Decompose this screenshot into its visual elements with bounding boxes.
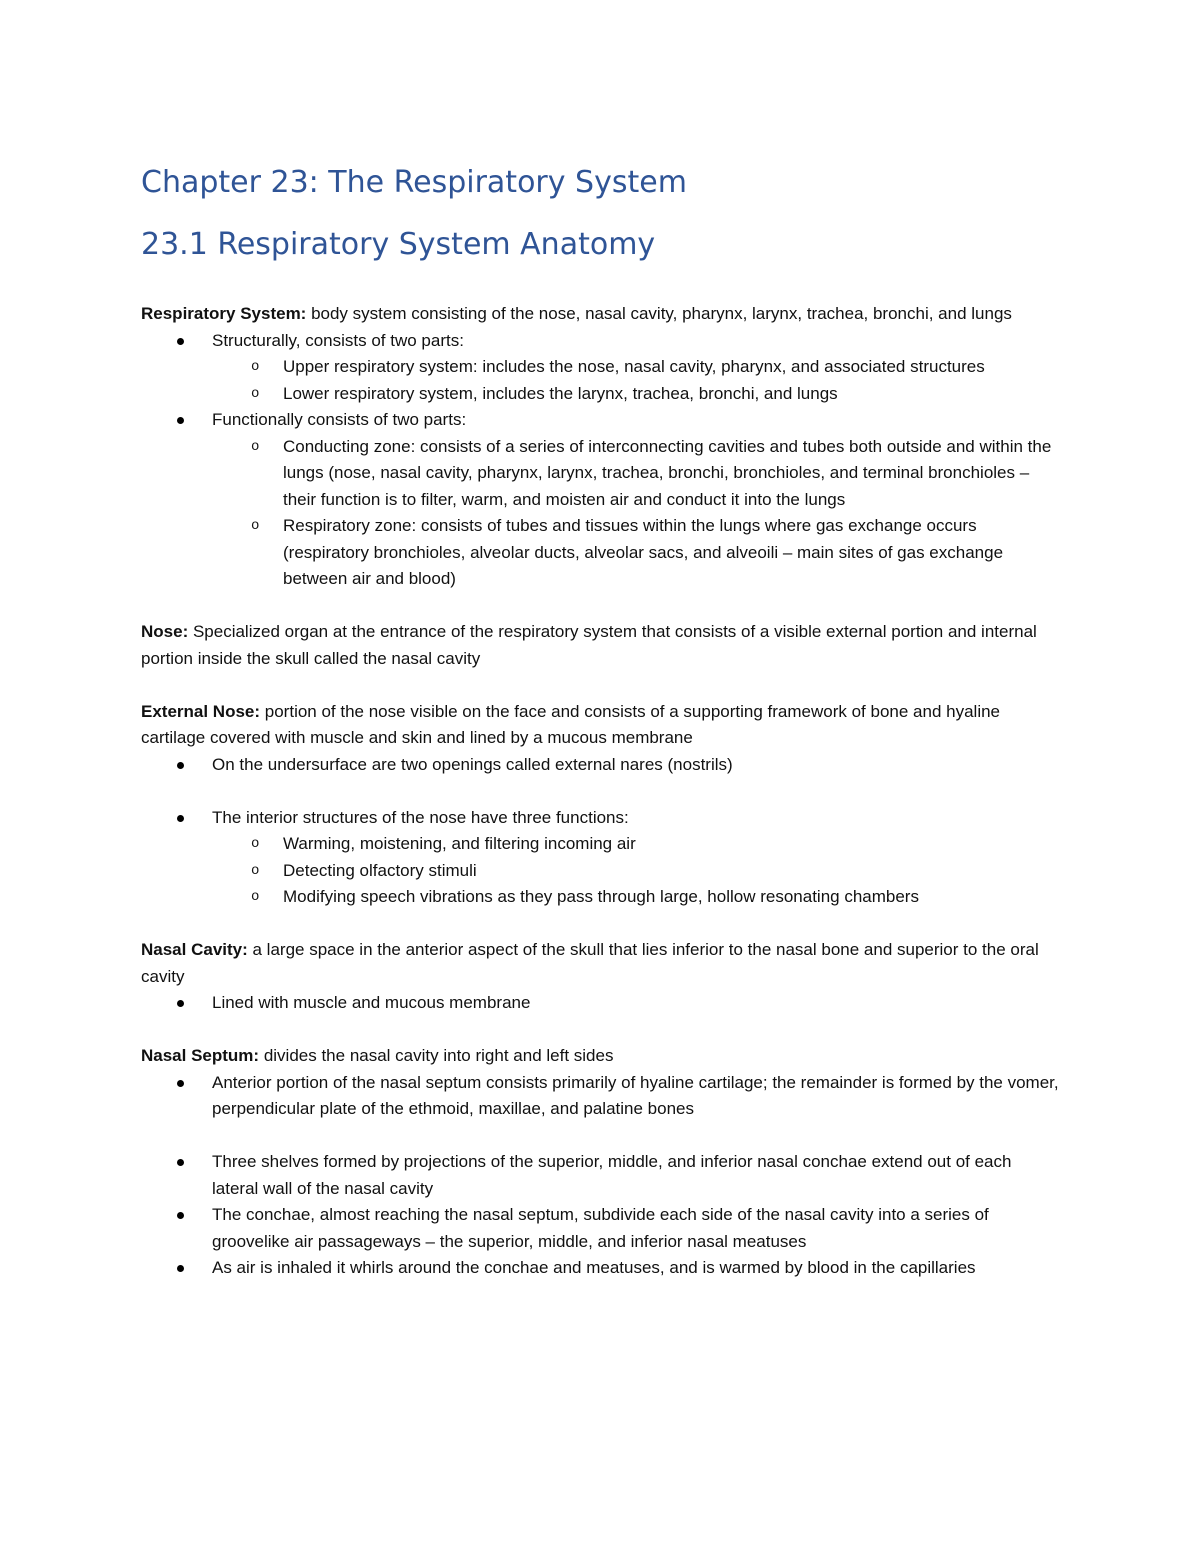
bullet-item: Three shelves formed by projections of the superior, middle, and inferior nasal conchae extend out of each lateral wall of the nasal cavity	[141, 1149, 1061, 1202]
section-nose	[141, 619, 1061, 672]
bullet-list	[141, 752, 1061, 911]
document-page	[141, 158, 1061, 1282]
sub-bullet-item: o Detecting olfactory stimuli	[141, 858, 1061, 885]
bullet-list	[141, 1070, 1061, 1282]
section-nasal-septum	[141, 1043, 1061, 1282]
bullet-item: Functionally consists of two parts:	[141, 407, 1061, 434]
section-nasal-cavity	[141, 937, 1061, 1017]
definition-text: body system consisting of the nose, nasal cavity, pharynx, larynx, trachea, bronchi, and lungs	[306, 304, 1012, 323]
bullet-item: Anterior portion of the nasal septum consists primarily of hyaline cartilage; the remainder is formed by the vomer, perpendicular plate of the ethmoid, maxillae, and palatine bones	[141, 1070, 1061, 1123]
sub-bullet-item: o Lower respiratory system, includes the larynx, trachea, bronchi, and lungs	[141, 381, 1061, 408]
definition-paragraph	[141, 699, 1061, 752]
definition-text: a large space in the anterior aspect of the skull that lies inferior to the nasal bone and superior to the oral cavity	[141, 940, 1039, 986]
bullet-item: The conchae, almost reaching the nasal septum, subdivide each side of the nasal cavity into a series of groovelike air passageways – the superior, middle, and inferior nasal meatuses	[141, 1202, 1061, 1255]
term-label: Nose:	[141, 622, 189, 641]
term-label: Nasal Cavity:	[141, 940, 248, 959]
sub-bullet-item: o Modifying speech vibrations as they pass through large, hollow resonating chambers	[141, 884, 1061, 911]
bullet-item: As air is inhaled it whirls around the conchae and meatuses, and is warmed by blood in the capillaries	[141, 1255, 1061, 1282]
sub-bullet-item: o Respiratory zone: consists of tubes and tissues within the lungs where gas exchange occurs (respiratory bronchioles, alveolar ducts, alveolar sacs, and alveoili – main sites of gas exchange between air and blood)	[141, 513, 1061, 593]
sub-bullet-item: o Warming, moistening, and filtering incoming air	[141, 831, 1061, 858]
definition-paragraph	[141, 301, 1061, 328]
bullet-item: Lined with muscle and mucous membrane	[141, 990, 1061, 1017]
term-label: Respiratory System:	[141, 304, 307, 323]
definition-paragraph	[141, 937, 1061, 990]
definition-text: divides the nasal cavity into right and left sides	[259, 1046, 614, 1065]
sub-bullet-item: o Upper respiratory system: includes the nose, nasal cavity, pharynx, and associated structures	[141, 354, 1061, 381]
bullet-item: The interior structures of the nose have three functions:	[141, 805, 1061, 832]
term-label: External Nose:	[141, 701, 261, 721]
bullet-list	[141, 990, 1061, 1017]
bullet-item: On the undersurface are two openings called external nares (nostrils)	[141, 752, 1061, 779]
section-external-nose	[141, 699, 1061, 911]
section-respiratory-system	[141, 301, 1061, 593]
chapter-title: Chapter 23: The Respiratory System	[141, 165, 687, 200]
sub-bullet-item: o Conducting zone: consists of a series of interconnecting cavities and tubes both outside and within the lungs (nose, nasal cavity, pharynx, larynx, trachea, bronchi, bronchioles, and terminal bronchioles – their function is to filter, warm, and moisten air and conduct it into the lungs	[141, 434, 1061, 514]
section-title: 23.1 Respiratory System Anatomy	[141, 227, 656, 262]
term-label: Nasal Septum:	[141, 1046, 260, 1065]
definition-text: Specialized organ at the entrance of the respiratory system that consists of a visible external portion and internal portion inside the skull called the nasal cavity	[141, 622, 1037, 668]
definition-paragraph	[141, 1043, 1061, 1070]
bullet-list	[141, 328, 1061, 593]
bullet-item: Structurally, consists of two parts:	[141, 328, 1061, 355]
definition-paragraph	[141, 619, 1061, 672]
definition-text: portion of the nose visible on the face and consists of a supporting framework of bone and hyaline cartilage covered with muscle and skin and lined by a mucous membrane	[141, 701, 1001, 747]
